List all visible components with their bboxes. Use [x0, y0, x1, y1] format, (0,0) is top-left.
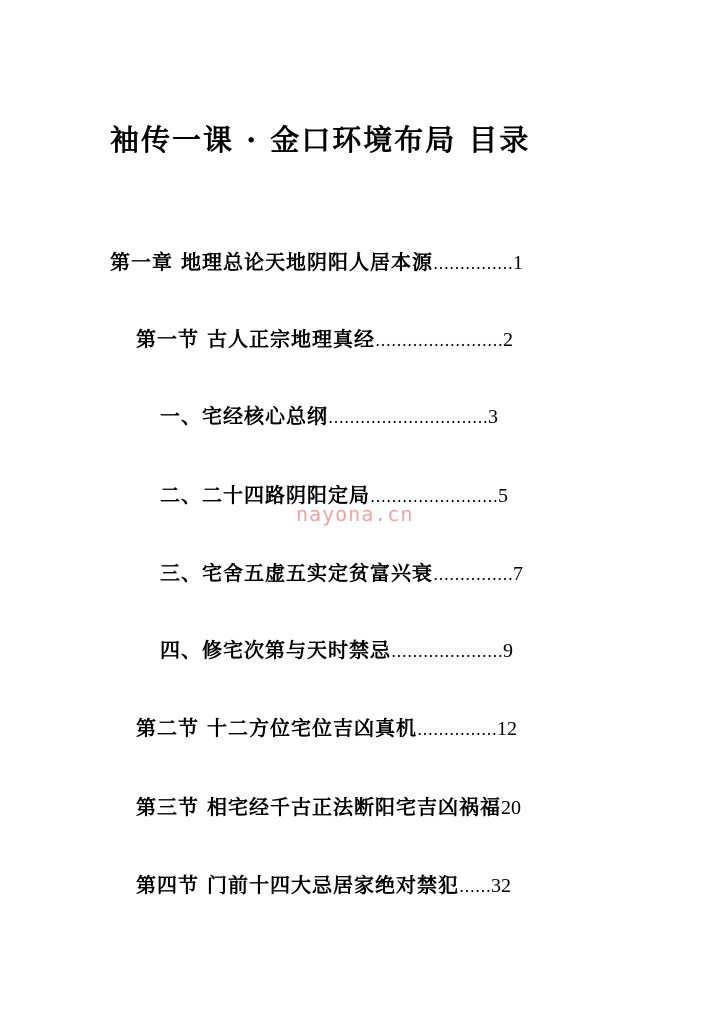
toc-entry-item-1	[160, 400, 498, 429]
toc-entry-label: 三、宅舍五虚五实定贫富兴衰	[160, 561, 433, 585]
toc-leader-dots: ……………	[416, 720, 497, 739]
page-title: 袖传一课 · 金口环境布局 目录	[110, 123, 531, 157]
toc-leader-dots: ……	[458, 877, 491, 896]
toc-entry-label: 二、二十四路阴阳定局	[160, 483, 370, 507]
toc-page-number: 20	[500, 797, 521, 819]
toc-entry-label: 第三节 相宅经千古正法断阳宅吉凶祸福	[136, 795, 501, 819]
toc-entry-item-3	[160, 557, 523, 586]
toc-entry-section-4	[136, 869, 511, 898]
toc-page-number: 32	[490, 875, 511, 897]
toc-page-number: 12	[496, 718, 517, 740]
toc-page-number: 2	[502, 329, 513, 351]
toc-entry-label: 第一章 地理总论天地阴阳人居本源	[110, 250, 433, 274]
toc-page-number: 7	[513, 563, 523, 585]
toc-leader-dots: …………………………	[328, 408, 488, 427]
toc-entry-label: 第四节 门前十四大忌居家绝对禁犯	[136, 873, 459, 897]
toc-page-number: 5	[498, 485, 508, 507]
watermark-text: nayona.cn	[296, 502, 414, 526]
toc-entry-label: 四、修宅次第与天时禁忌	[160, 638, 391, 662]
toc-entry-label: 一、宅经核心总纲	[160, 404, 328, 428]
toc-entry-section-3	[136, 791, 521, 820]
toc-entry-section-1	[136, 323, 513, 352]
toc-entry-label: 第二节 十二方位宅位吉凶真机	[136, 716, 417, 740]
toc-leader-dots: …………………	[391, 642, 503, 661]
toc-page-number: 1	[512, 252, 523, 274]
toc-page-number: 3	[488, 406, 498, 428]
toc-leader-dots: ……………	[433, 565, 513, 584]
toc-page-number: 9	[503, 640, 513, 662]
toc-entry-chapter-1	[110, 246, 523, 275]
toc-entry-label: 第一节 古人正宗地理真经	[136, 327, 375, 351]
toc-entry-section-2	[136, 712, 517, 741]
toc-leader-dots: ……………	[432, 254, 513, 273]
toc-leader-dots: ……………………	[374, 331, 503, 350]
toc-entry-item-4	[160, 634, 513, 663]
toc-leader-dots: ……………………	[370, 487, 498, 506]
